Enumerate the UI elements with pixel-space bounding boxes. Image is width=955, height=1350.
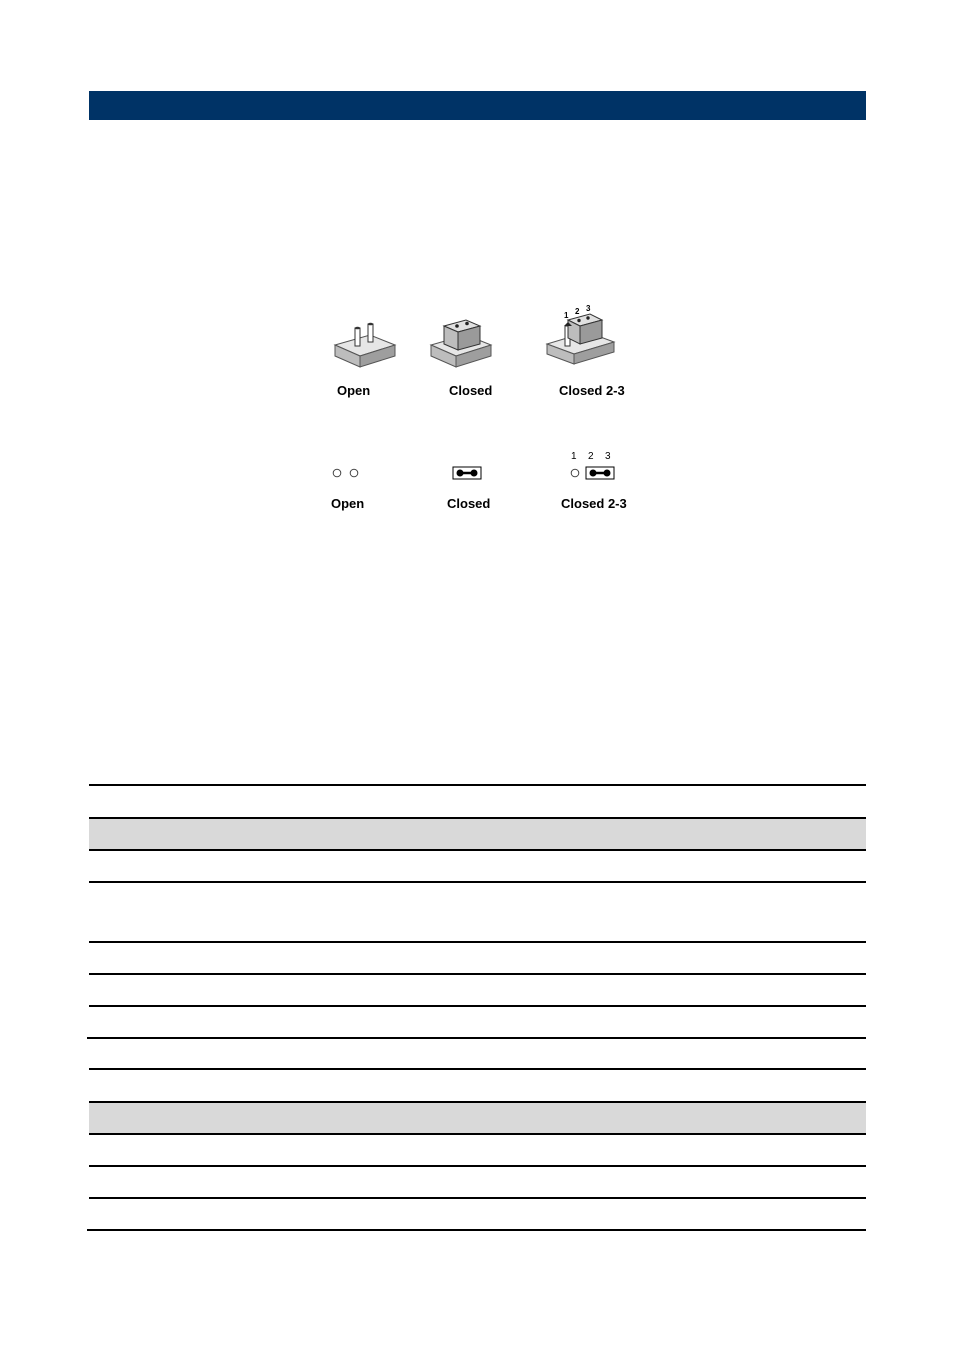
pin-number-3: 3: [605, 451, 611, 462]
table-rule: [89, 973, 866, 975]
table-rule: [89, 849, 866, 851]
jumper-closed-2d-icon: [453, 467, 481, 479]
jumper-open-2d-icon: [333, 469, 358, 477]
jumper-closed-label: Closed: [449, 383, 493, 398]
table-rule: [89, 1133, 866, 1135]
table-top-rule: [89, 1068, 866, 1070]
jumper-closed23-label: Closed 2-3: [559, 383, 625, 398]
pin-number-2: 2: [575, 307, 580, 316]
jumper-closed-3d-icon: [431, 320, 491, 367]
table-rule: [89, 1005, 866, 1007]
jumper-3d-illustrations: [300, 300, 660, 380]
jumper-3d-diagram: [300, 300, 660, 410]
jumper-closed23-3d-icon: [547, 314, 614, 364]
jumper-closed23-2d-icon: [571, 467, 614, 479]
pin-number-1: 1: [564, 311, 569, 320]
table-top-rule: [89, 784, 866, 786]
pin-number-2: 2: [588, 451, 594, 462]
jumper-open-label: Open: [331, 496, 365, 511]
table-rule: [89, 1197, 866, 1199]
jumper-closed-label: Closed: [447, 496, 491, 511]
jumper-closed23-label: Closed 2-3: [561, 496, 627, 511]
table-rule: [89, 881, 866, 883]
section-header-bar: [89, 91, 866, 120]
table-rule: [89, 817, 866, 819]
table-header-row: [89, 1102, 866, 1133]
pin-number-1: 1: [571, 451, 577, 462]
table-bottom-rule: [87, 1229, 866, 1231]
pin-number-3: 3: [586, 304, 591, 313]
table-header-row: [89, 818, 866, 849]
jumper-2d-diagram: [300, 448, 660, 518]
table-rule: [89, 941, 866, 943]
table-bottom-rule: [87, 1037, 866, 1039]
table-rule: [89, 1101, 866, 1103]
table-rule: [89, 1165, 866, 1167]
jumper-open-label: Open: [337, 383, 371, 398]
jumper-open-3d-icon: [335, 323, 395, 367]
